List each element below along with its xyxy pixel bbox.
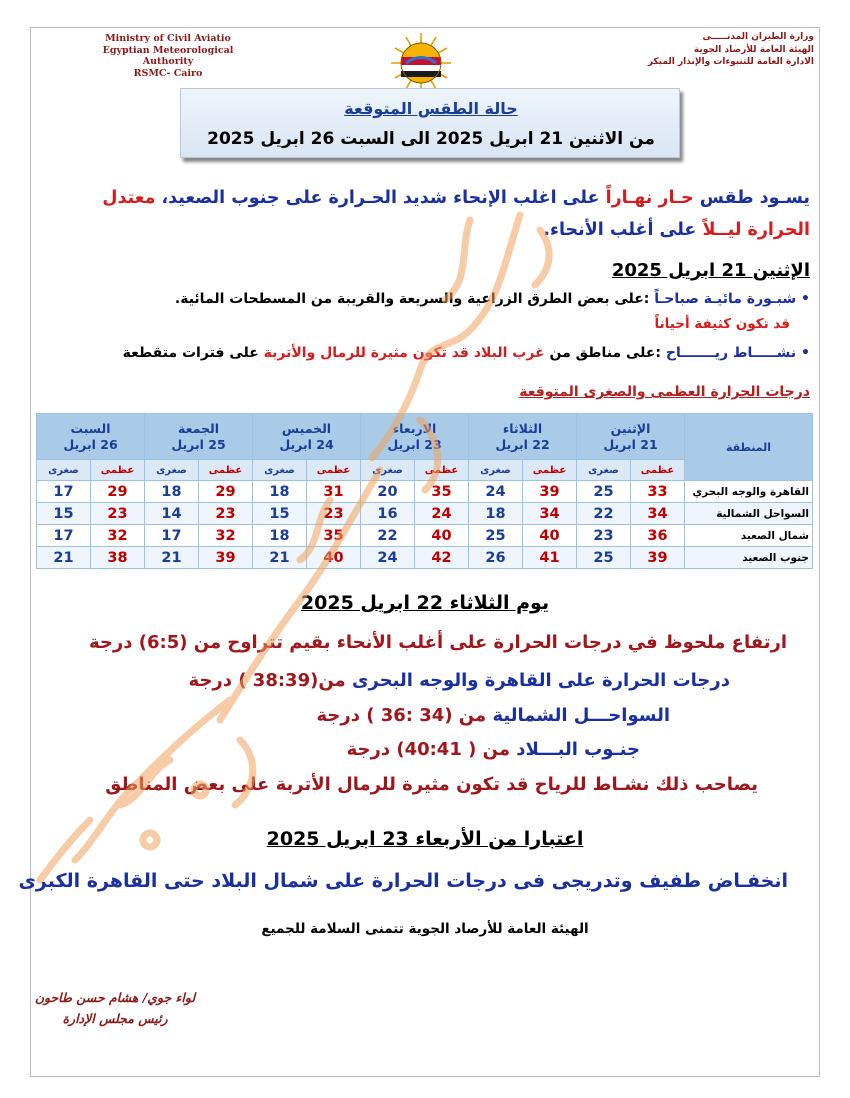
day-header xyxy=(469,414,577,460)
min-temp: 17 xyxy=(145,525,199,547)
wind-period: على فترات متقطعة xyxy=(122,345,259,361)
max-temp: 41 xyxy=(523,547,577,569)
day2-region: جنـوب البـــلاد xyxy=(516,739,640,760)
header-left-line: Ministry of Civil Aviatio xyxy=(105,33,231,44)
min-temp: 17 xyxy=(37,525,91,547)
max-label: عظمى xyxy=(199,460,253,481)
max-temp: 34 xyxy=(523,503,577,525)
page-title: حالة الطقس المتوقعة xyxy=(344,99,518,118)
min-temp: 26 xyxy=(469,547,523,569)
min-label: صغرى xyxy=(577,460,631,481)
day2-line-1: ارتفاع ملحوظ في درجات الحرارة على أغلب الأنحاء بقيم تتراوح من (6:5) درجة xyxy=(89,632,787,653)
min-temp: 16 xyxy=(361,503,415,525)
min-temp: 22 xyxy=(361,525,415,547)
summary-part-hot: حـار نهـاراً xyxy=(605,188,694,208)
header-left-line: RSMC- Cairo xyxy=(133,67,203,79)
min-temp: 18 xyxy=(253,481,307,503)
fog-note: قد تكون كثيفة أحياناً xyxy=(654,316,790,332)
summary-part: يسـود طقس xyxy=(699,188,810,208)
day-date: 22 ابريل xyxy=(495,436,550,452)
min-temp: 20 xyxy=(361,481,415,503)
min-temp: 21 xyxy=(253,547,307,569)
day2-line-2 xyxy=(189,670,730,691)
table-row xyxy=(37,525,813,547)
day-header xyxy=(253,414,361,460)
day-name: الثلاثاء xyxy=(502,420,543,436)
summary-line-2 xyxy=(543,220,810,240)
min-temp: 25 xyxy=(577,481,631,503)
region-name: القاهرة والوجه البحري xyxy=(685,481,813,503)
day1-heading: الإثنين 21 ابريل 2025 xyxy=(611,260,810,281)
signature-name: لواء جوي/ هشام حسن طاحون xyxy=(34,990,196,1005)
max-label: عظمى xyxy=(523,460,577,481)
min-temp: 17 xyxy=(37,481,91,503)
max-temp: 31 xyxy=(307,481,361,503)
min-label: صغرى xyxy=(469,460,523,481)
day-name: الجمعة xyxy=(177,420,219,436)
max-temp: 23 xyxy=(307,503,361,525)
bullet-icon: • xyxy=(801,345,810,361)
day-date: 26 ابريل xyxy=(63,436,118,452)
day3-heading: اعتبارا من الأربعاء 23 ابريل 2025 xyxy=(266,828,584,850)
fog-label: شبـورة مائيـة صباحـاً xyxy=(654,291,797,307)
day-header xyxy=(577,414,685,460)
header-left-line: Egyptian Meteorological Authority xyxy=(102,44,234,67)
min-label: صغرى xyxy=(37,460,91,481)
day-header xyxy=(361,414,469,460)
min-temp: 22 xyxy=(577,503,631,525)
region-name: جنوب الصعيد xyxy=(685,547,813,569)
min-temp: 18 xyxy=(145,481,199,503)
max-temp: 35 xyxy=(415,481,469,503)
min-temp: 15 xyxy=(253,503,307,525)
forecast-period: من الاثنين 21 ابريل 2025 الى السبت 26 ابريل 2025 xyxy=(207,129,655,149)
max-temp: 40 xyxy=(307,547,361,569)
day-date: 25 ابريل xyxy=(171,436,226,452)
min-temp: 23 xyxy=(577,525,631,547)
day-date: 23 ابريل xyxy=(387,436,442,452)
max-temp: 40 xyxy=(523,525,577,547)
day-date: 24 ابريل xyxy=(279,436,334,452)
day-name: السبت xyxy=(70,420,111,436)
region-column-header: المنطقة xyxy=(685,414,813,481)
max-temp: 39 xyxy=(523,481,577,503)
day2-range: من(38:39 ) درجة xyxy=(188,670,346,691)
min-temp: 18 xyxy=(469,503,523,525)
wind-bullet xyxy=(123,345,810,361)
min-label: صغرى xyxy=(361,460,415,481)
table-title: درجات الحرارة العظمى والصغرى المتوقعة xyxy=(519,384,810,400)
region-name: السواحل الشمالية xyxy=(685,503,813,525)
temperature-table xyxy=(36,413,813,569)
table-row xyxy=(37,503,813,525)
table-row xyxy=(37,481,813,503)
day-name: الاربعاء xyxy=(392,420,437,436)
header-right-line: وزارة الطيران المدنـــــى xyxy=(702,32,814,42)
ema-logo-icon xyxy=(388,30,454,96)
max-temp: 23 xyxy=(91,503,145,525)
region-name: شمال الصعيد xyxy=(685,525,813,547)
min-label: صغرى xyxy=(253,460,307,481)
summary-line-1 xyxy=(102,188,810,208)
min-temp: 18 xyxy=(253,525,307,547)
day-header xyxy=(37,414,145,460)
signature-role: رئيس مجلس الإدارة xyxy=(62,1011,168,1026)
min-temp: 24 xyxy=(469,481,523,503)
day2-heading: يوم الثلاثاء 22 ابريل 2025 xyxy=(300,592,550,614)
min-temp: 25 xyxy=(469,525,523,547)
max-temp: 33 xyxy=(631,481,685,503)
max-temp: 36 xyxy=(631,525,685,547)
day2-line-5: يصاحب ذلك نشـاط للرياح قد تكون مثيرة للرمال الأتربة على بعض المناطق xyxy=(105,774,758,795)
max-temp: 40 xyxy=(415,525,469,547)
max-temp: 39 xyxy=(199,547,253,569)
day-date: 21 ابريل xyxy=(603,436,658,452)
min-temp: 15 xyxy=(37,503,91,525)
max-temp: 29 xyxy=(199,481,253,503)
day-header xyxy=(145,414,253,460)
summary-part: على اغلب الإنحاء شديد الحـرارة على جنوب الصعيد، xyxy=(161,188,600,208)
wind-label: نشـــــاط ريـــــــاح xyxy=(665,345,797,361)
max-label: عظمى xyxy=(307,460,361,481)
bullet-icon: • xyxy=(801,291,810,307)
day2-line-4 xyxy=(347,739,640,760)
day2-region: درجات الحرارة على القاهرة والوجه البحرى xyxy=(351,670,730,691)
max-temp: 42 xyxy=(415,547,469,569)
day2-range: من ( 40:41) درجة xyxy=(346,739,510,760)
min-temp: 21 xyxy=(145,547,199,569)
max-temp: 24 xyxy=(415,503,469,525)
max-label: عظمى xyxy=(91,460,145,481)
header-left xyxy=(78,33,258,79)
min-temp: 21 xyxy=(37,547,91,569)
fog-text: :على بعض الطرق الزراعية والسريعة والقريبة من المسطحات المائية. xyxy=(174,291,655,307)
max-label: عظمى xyxy=(415,460,469,481)
table-row xyxy=(37,547,813,569)
min-temp: 24 xyxy=(361,547,415,569)
day-name: الخميس xyxy=(281,420,332,436)
summary-part: على أغلب الأنحاء. xyxy=(543,220,697,240)
max-temp: 29 xyxy=(91,481,145,503)
header-right xyxy=(584,31,814,69)
max-temp: 34 xyxy=(631,503,685,525)
max-label: عظمى xyxy=(631,460,685,481)
day2-line-3 xyxy=(316,705,670,726)
day3-line-1: انخفـاض طفيف وتدريجى فى درجات الحرارة على شمال البلاد حتى القاهرة الكبرى xyxy=(18,870,788,892)
wind-text: :على مناطق من xyxy=(549,345,666,361)
day-name: الإثنين xyxy=(610,420,651,436)
fog-bullet xyxy=(175,291,810,307)
day2-range: من (34 :36 ) درجة xyxy=(316,705,487,726)
header-right-line: الهيئة العامة للأرصاد الجوية xyxy=(693,44,814,55)
max-temp: 35 xyxy=(307,525,361,547)
max-temp: 39 xyxy=(631,547,685,569)
max-temp: 38 xyxy=(91,547,145,569)
summary-part-mild: معتدل xyxy=(102,188,156,208)
min-label: صغرى xyxy=(145,460,199,481)
closing-line: الهيئة العامة للأرصاد الجوية تتمنى السلامة للجميع xyxy=(261,921,589,937)
day2-region: السواحـــل الشمالية xyxy=(492,705,670,726)
title-box xyxy=(180,88,680,158)
max-temp: 23 xyxy=(199,503,253,525)
header-right-line: الادارة العامة للتنبوءات والإنذار المبكر xyxy=(647,57,814,67)
max-temp: 32 xyxy=(199,525,253,547)
summary-part-night: الحرارة ليــلاً xyxy=(702,220,810,240)
max-temp: 32 xyxy=(91,525,145,547)
min-temp: 25 xyxy=(577,547,631,569)
min-temp: 14 xyxy=(145,503,199,525)
wind-area: غرب البلاد قد تكون مثيرة للرمال والأتربة xyxy=(263,345,545,361)
